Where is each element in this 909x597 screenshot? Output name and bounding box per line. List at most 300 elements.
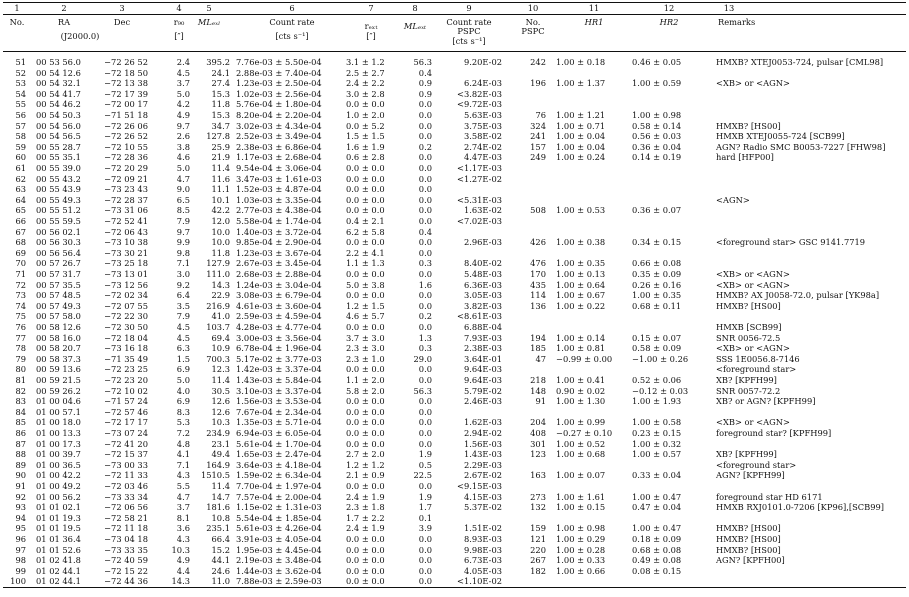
cell-dec: −72 28 37 bbox=[104, 194, 148, 205]
cell-mlexl: 12.6 bbox=[211, 396, 230, 407]
top-rule bbox=[3, 2, 906, 3]
bottom-rule bbox=[3, 587, 906, 588]
cell-rext: 0.6 ± 2.8 bbox=[346, 152, 385, 163]
cell-remarks: SNR 0056-72.5 bbox=[716, 332, 781, 343]
cell-pspc-no: 408 bbox=[530, 428, 546, 438]
table-row bbox=[0, 513, 909, 523]
cell-count: 3.91e-03 ± 4.05e-04 bbox=[236, 534, 322, 544]
table-row bbox=[0, 428, 909, 438]
cell-mlexl: 49.4 bbox=[211, 449, 230, 460]
cell-pspc-no: 170 bbox=[530, 269, 546, 279]
cell-no: 61 bbox=[15, 163, 26, 173]
cell-hr1: 1.00 ± 1.21 bbox=[556, 110, 606, 120]
cell-ra: 00 57 58.0 bbox=[36, 311, 81, 322]
cell-mlext: 22.5 bbox=[413, 470, 432, 481]
cell-hr2: 0.23 ± 0.15 bbox=[632, 428, 682, 438]
cell-remarks: HMXB RXJ0101.0-7206 [KP96],[SCB99] bbox=[716, 502, 885, 513]
cell-r90: 4.8 bbox=[176, 438, 190, 449]
cell-pspc: 3.05E-03 bbox=[463, 290, 502, 301]
table-row bbox=[0, 142, 909, 152]
cell-ra: 01 01 36.4 bbox=[36, 534, 81, 544]
cell-pspc: 2.94E-02 bbox=[463, 428, 502, 438]
cell-no: 87 bbox=[15, 438, 26, 449]
cell-pspc: <1.17E-03 bbox=[457, 163, 502, 173]
colnum-1: 1 bbox=[14, 3, 20, 13]
cell-no: 78 bbox=[15, 343, 26, 354]
cell-rext: 0.0 ± 0.0 bbox=[346, 184, 385, 195]
cell-no: 67 bbox=[15, 226, 26, 237]
cell-remarks: HMXB XTEJ0055-724 [SCB99] bbox=[716, 131, 845, 142]
cell-hr2: 0.15 ± 0.07 bbox=[632, 332, 682, 343]
cell-mlexl: 30.5 bbox=[211, 385, 230, 396]
cell-hr1: 1.00 ± 0.64 bbox=[556, 279, 606, 290]
cell-remarks: HMXB? [HS00] bbox=[716, 120, 781, 131]
table-row bbox=[0, 375, 909, 385]
cell-rext: 5.0 ± 3.8 bbox=[346, 279, 385, 290]
cell-ra: 01 01 19.3 bbox=[36, 512, 81, 523]
cell-pspc: 5.79E-02 bbox=[463, 385, 502, 396]
cell-count: 2.52e-03 ± 3.49e-04 bbox=[236, 131, 322, 142]
cell-no: 92 bbox=[15, 491, 26, 502]
cell-no: 75 bbox=[15, 311, 26, 322]
cell-mlexl: 12.3 bbox=[211, 364, 230, 375]
cell-dec: −72 18 50 bbox=[104, 67, 148, 78]
cell-count: 1.35e-03 ± 5.71e-04 bbox=[236, 417, 322, 428]
cell-rext: 0.0 ± 0.0 bbox=[346, 417, 385, 428]
cell-pspc: 2.67E-02 bbox=[463, 470, 502, 481]
cell-rext: 0.0 ± 0.0 bbox=[346, 194, 385, 205]
cell-r90: 4.9 bbox=[176, 555, 190, 566]
cell-ra: 00 57 35.5 bbox=[36, 279, 81, 290]
cell-r90: 7.2 bbox=[176, 428, 190, 438]
cell-ra: 00 55 35.1 bbox=[36, 152, 81, 163]
cell-ra: 01 00 36.5 bbox=[36, 459, 81, 470]
cell-dec: −73 10 38 bbox=[104, 237, 148, 248]
cell-remarks: <XB> or <AGN> bbox=[716, 78, 790, 89]
cell-no: 95 bbox=[15, 523, 26, 534]
cell-count: 6.78e-04 ± 1.96e-04 bbox=[236, 343, 322, 354]
cell-dec: −72 09 21 bbox=[104, 173, 148, 184]
cell-rext: 0.0 ± 0.0 bbox=[346, 555, 385, 566]
cell-rext: 0.0 ± 0.0 bbox=[346, 173, 385, 184]
cell-mlexl: 10.0 bbox=[211, 237, 230, 248]
table-row bbox=[0, 322, 909, 332]
cell-remarks: XB? [KPFH99] bbox=[716, 449, 777, 460]
cell-count: 5.61e-04 ± 1.70e-04 bbox=[236, 438, 322, 449]
cell-mlexl: 42.2 bbox=[211, 205, 230, 216]
cell-mlext: 0.0 bbox=[418, 173, 432, 184]
cell-count: 2.38e-03 ± 6.86e-04 bbox=[236, 141, 322, 152]
cell-remarks: <foreground star> bbox=[716, 459, 797, 470]
cell-mlext: 0.0 bbox=[418, 375, 432, 385]
cell-count: 1.03e-03 ± 3.35e-04 bbox=[236, 194, 322, 205]
cell-ra: 00 55 43.2 bbox=[36, 173, 81, 184]
cell-hr1: 1.00 ± 0.13 bbox=[556, 269, 606, 279]
cell-remarks: <foreground star> GSC 9141.7719 bbox=[716, 237, 866, 248]
cell-dec: −72 03 46 bbox=[104, 481, 148, 491]
cell-count: 1.95e-03 ± 4.45e-04 bbox=[236, 544, 322, 555]
cell-pspc: 5.63E-03 bbox=[463, 110, 502, 120]
cell-pspc-no: 476 bbox=[530, 258, 546, 269]
cell-count: 1.02e-03 ± 2.56e-04 bbox=[236, 88, 322, 99]
cell-ra: 00 56 56.4 bbox=[36, 247, 81, 258]
cell-pspc: 9.64E-03 bbox=[463, 364, 502, 375]
cell-mlexl: 15.3 bbox=[211, 110, 230, 120]
cell-mlexl: 234.9 bbox=[206, 428, 230, 438]
cell-pspc-no: 435 bbox=[530, 279, 546, 290]
header-count-unit: [cts s⁻¹] bbox=[275, 31, 309, 41]
table-row bbox=[0, 460, 909, 470]
colnum-9: 9 bbox=[466, 3, 472, 13]
colnum-10: 10 bbox=[527, 3, 539, 13]
table-row bbox=[0, 174, 909, 184]
cell-pspc: <1.10E-02 bbox=[457, 576, 502, 587]
cell-pspc-no: 185 bbox=[530, 343, 546, 354]
table-row bbox=[0, 545, 909, 555]
cell-ra: 00 57 26.7 bbox=[36, 258, 81, 269]
cell-dec: −71 35 49 bbox=[104, 353, 148, 364]
colnum-12: 12 bbox=[663, 3, 675, 13]
cell-pspc-no: 324 bbox=[530, 120, 546, 131]
cell-mlext: 0.3 bbox=[418, 343, 432, 354]
cell-mlexl: 24.1 bbox=[211, 67, 230, 78]
cell-count: 9.85e-04 ± 2.90e-04 bbox=[236, 237, 322, 248]
header-mlexl: MLₑₓₗ bbox=[197, 17, 221, 27]
cell-ra: 00 58 16.0 bbox=[36, 332, 81, 343]
cell-dec: −72 11 33 bbox=[104, 470, 148, 481]
cell-hr1: 1.00 ± 1.61 bbox=[556, 491, 606, 502]
cell-rext: 2.1 ± 0.9 bbox=[346, 470, 385, 481]
cell-pspc: 9.20E-02 bbox=[463, 57, 502, 67]
cell-count: 1.23e-03 ± 3.67e-04 bbox=[236, 247, 322, 258]
cell-hr1: 1.00 ± 0.04 bbox=[556, 141, 606, 152]
cell-no: 66 bbox=[15, 216, 26, 226]
cell-pspc: 4.05E-03 bbox=[463, 565, 502, 576]
cell-ra: 01 00 13.3 bbox=[36, 428, 81, 438]
cell-pspc: <7.02E-03 bbox=[457, 216, 502, 226]
cell-ra: 00 59 21.5 bbox=[36, 375, 81, 385]
cell-rext: 2.2 ± 4.1 bbox=[346, 247, 385, 258]
cell-no: 60 bbox=[15, 152, 26, 163]
cell-dec: −72 30 50 bbox=[104, 322, 148, 332]
cell-hr2: 0.08 ± 0.15 bbox=[632, 565, 682, 576]
cell-mlexl: 235.1 bbox=[206, 523, 230, 534]
cell-no: 55 bbox=[15, 99, 26, 110]
cell-count: 7.76e-03 ± 5.50e-04 bbox=[236, 57, 322, 67]
cell-pspc: 5.48E-03 bbox=[463, 269, 502, 279]
cell-mlexl: 10.1 bbox=[211, 194, 230, 205]
cell-rext: 0.0 ± 0.0 bbox=[346, 576, 385, 587]
cell-pspc: 1.62E-03 bbox=[463, 417, 502, 428]
cell-pspc: 2.46E-03 bbox=[463, 396, 502, 407]
cell-pspc-no: 220 bbox=[530, 544, 546, 555]
cell-count: 3.47e-03 ± 1.61e-03 bbox=[236, 173, 322, 184]
cell-hr1: 1.00 ± 0.68 bbox=[556, 449, 606, 460]
cell-count: 8.20e-04 ± 2.20e-04 bbox=[236, 110, 322, 120]
cell-no: 79 bbox=[15, 353, 26, 364]
cell-hr1: 0.90 ± 0.02 bbox=[556, 385, 606, 396]
cell-no: 81 bbox=[15, 375, 26, 385]
table-row bbox=[0, 280, 909, 290]
cell-no: 91 bbox=[15, 481, 26, 491]
cell-ra: 00 58 12.6 bbox=[36, 322, 81, 332]
cell-mlext: 0.0 bbox=[418, 163, 432, 173]
cell-hr2: 1.00 ± 0.47 bbox=[632, 491, 682, 502]
cell-no: 64 bbox=[15, 194, 26, 205]
cell-no: 88 bbox=[15, 449, 26, 460]
header-hr1: HR1 bbox=[584, 17, 604, 27]
cell-remarks: HMXB? [HS00] bbox=[716, 523, 781, 534]
cell-r90: 7.1 bbox=[176, 459, 190, 470]
cell-no: 69 bbox=[15, 247, 26, 258]
cell-count: 6.94e-03 ± 6.05e-04 bbox=[236, 428, 322, 438]
header-count-rate-pspc: Count rate bbox=[446, 17, 492, 27]
header-pspc-label: PSPC bbox=[457, 26, 481, 36]
cell-rext: 0.0 ± 0.0 bbox=[346, 565, 385, 576]
cell-pspc: 4.15E-03 bbox=[463, 491, 502, 502]
cell-dec: −72 26 52 bbox=[104, 131, 148, 142]
cell-pspc-no: 508 bbox=[530, 205, 546, 216]
cell-remarks: HMXB? [HS00] bbox=[716, 544, 781, 555]
cell-rext: 1.2 ± 1.5 bbox=[346, 300, 385, 311]
cell-r90: 4.2 bbox=[176, 99, 190, 110]
cell-hr2: 1.00 ± 1.93 bbox=[632, 396, 682, 407]
cell-remarks: SNR 0057-72.2 bbox=[716, 385, 781, 396]
cell-mlext: 0.0 bbox=[418, 99, 432, 110]
cell-pspc: 6.24E-03 bbox=[463, 78, 502, 89]
cell-hr1: 1.00 ± 0.14 bbox=[556, 332, 606, 343]
colnum-8: 8 bbox=[412, 3, 418, 13]
cell-hr1: 1.00 ± 0.52 bbox=[556, 438, 606, 449]
cell-r90: 4.9 bbox=[176, 110, 190, 120]
cell-hr2: −0.12 ± 0.03 bbox=[632, 385, 689, 396]
cell-dec: −72 20 29 bbox=[104, 163, 148, 173]
cell-mlexl: 10.9 bbox=[211, 343, 230, 354]
colnum-13: 13 bbox=[723, 3, 735, 13]
cell-pspc: 6.73E-03 bbox=[463, 555, 502, 566]
header-rext-unit: [″] bbox=[366, 31, 376, 41]
cell-no: 93 bbox=[15, 502, 26, 513]
cell-hr1: 1.00 ± 0.53 bbox=[556, 205, 606, 216]
header-pspc-no-label: PSPC bbox=[521, 26, 545, 36]
cell-mlexl: 44.1 bbox=[211, 555, 230, 566]
cell-remarks: foreground star HD 6171 bbox=[716, 491, 823, 502]
cell-hr2: 0.36 ± 0.07 bbox=[632, 205, 682, 216]
cell-no: 97 bbox=[15, 544, 26, 555]
cell-pspc: <9.72E-03 bbox=[457, 99, 502, 110]
cell-dec: −72 23 25 bbox=[104, 364, 148, 375]
cell-pspc: 7.93E-03 bbox=[463, 332, 502, 343]
cell-hr2: 0.18 ± 0.09 bbox=[632, 534, 682, 544]
cell-hr2: 0.35 ± 0.09 bbox=[632, 269, 682, 279]
cell-mlext: 0.0 bbox=[418, 194, 432, 205]
cell-pspc: 1.56E-03 bbox=[463, 438, 502, 449]
cell-no: 59 bbox=[15, 141, 26, 152]
cell-ra: 00 58 37.3 bbox=[36, 353, 81, 364]
cell-no: 53 bbox=[15, 78, 26, 89]
cell-mlexl: 103.7 bbox=[206, 322, 230, 332]
cell-mlext: 0.0 bbox=[418, 322, 432, 332]
cell-dec: −73 04 18 bbox=[104, 534, 148, 544]
cell-ra: 00 53 56.0 bbox=[36, 57, 81, 67]
cell-mlexl: 10.8 bbox=[211, 512, 230, 523]
cell-dec: −72 17 17 bbox=[104, 417, 148, 428]
cell-r90: 5.5 bbox=[176, 481, 190, 491]
cell-mlext: 0.0 bbox=[418, 364, 432, 375]
table-row bbox=[0, 439, 909, 449]
cell-mlexl: 11.4 bbox=[211, 163, 230, 173]
cell-remarks: <XB> or <AGN> bbox=[716, 269, 790, 279]
cell-r90: 9.7 bbox=[176, 120, 190, 131]
cell-pspc: <1.27E-02 bbox=[457, 173, 502, 184]
cell-mlexl: 41.0 bbox=[211, 311, 230, 322]
colnum-2: 2 bbox=[61, 3, 67, 13]
cell-ra: 00 55 39.0 bbox=[36, 163, 81, 173]
cell-r90: 5.0 bbox=[176, 163, 190, 173]
cell-mlext: 0.0 bbox=[418, 110, 432, 120]
cell-rext: 2.3 ± 1.0 bbox=[346, 353, 385, 364]
cell-pspc-no: 47 bbox=[535, 353, 546, 364]
cell-no: 89 bbox=[15, 459, 26, 470]
cell-count: 9.54e-04 ± 3.06e-04 bbox=[236, 163, 322, 173]
cell-ra: 00 54 41.7 bbox=[36, 88, 81, 99]
cell-mlexl: 14.3 bbox=[211, 279, 230, 290]
cell-hr2: 0.56 ± 0.03 bbox=[632, 131, 682, 142]
cell-pspc-no: 242 bbox=[530, 57, 546, 67]
table-row bbox=[0, 227, 909, 237]
cell-ra: 00 56 30.3 bbox=[36, 237, 81, 248]
cell-pspc: 2.96E-03 bbox=[463, 237, 502, 248]
cell-hr2: 1.00 ± 0.58 bbox=[632, 417, 682, 428]
table-row bbox=[0, 576, 909, 586]
cell-mlexl: 66.4 bbox=[211, 534, 230, 544]
colnum-5: 5 bbox=[206, 3, 212, 13]
cell-rext: 2.4 ± 1.9 bbox=[346, 491, 385, 502]
cell-no: 51 bbox=[15, 57, 26, 67]
cell-pspc: 3.58E-02 bbox=[463, 131, 502, 142]
table-row bbox=[0, 343, 909, 353]
cell-mlext: 0.0 bbox=[418, 428, 432, 438]
table-row bbox=[0, 290, 909, 300]
cell-hr1: 1.00 ± 0.18 bbox=[556, 57, 606, 67]
cell-pspc: 9.64E-03 bbox=[463, 375, 502, 385]
cell-hr1: 1.00 ± 0.98 bbox=[556, 523, 606, 534]
cell-ra: 00 57 48.5 bbox=[36, 290, 81, 301]
cell-r90: 4.7 bbox=[176, 491, 190, 502]
cell-r90: 6.5 bbox=[176, 194, 190, 205]
header-count-rate: Count rate bbox=[269, 17, 315, 27]
cell-dec: −72 26 52 bbox=[104, 57, 148, 67]
cell-r90: 3.7 bbox=[176, 78, 190, 89]
cell-mlexl: 34.7 bbox=[211, 120, 230, 131]
cell-mlext: 0.0 bbox=[418, 396, 432, 407]
cell-dec: −73 13 01 bbox=[104, 269, 148, 279]
cell-ra: 00 55 43.9 bbox=[36, 184, 81, 195]
cell-dec: −72 58 21 bbox=[104, 512, 148, 523]
cell-hr2: 0.58 ± 0.09 bbox=[632, 343, 682, 354]
cell-rext: 3.7 ± 3.0 bbox=[346, 332, 385, 343]
cell-mlext: 1.9 bbox=[418, 449, 432, 460]
cell-pspc: 1.43E-03 bbox=[463, 449, 502, 460]
cell-mlext: 0.0 bbox=[418, 438, 432, 449]
cell-mlexl: 11.8 bbox=[211, 247, 230, 258]
cell-pspc-no: 159 bbox=[530, 523, 546, 534]
table-row bbox=[0, 99, 909, 109]
cell-pspc: 8.40E-02 bbox=[463, 258, 502, 269]
table-row bbox=[0, 110, 909, 120]
cell-no: 80 bbox=[15, 364, 26, 375]
cell-count: 5.76e-04 ± 1.80e-04 bbox=[236, 99, 322, 110]
cell-mlext: 3.9 bbox=[418, 523, 432, 534]
cell-rext: 0.0 ± 0.0 bbox=[346, 406, 385, 417]
cell-dec: −72 06 43 bbox=[104, 226, 148, 237]
cell-remarks: AGN? [KPFH00] bbox=[716, 555, 785, 566]
table-row bbox=[0, 534, 909, 544]
cell-mlext: 0.1 bbox=[418, 512, 432, 523]
cell-mlexl: 111.0 bbox=[206, 269, 230, 279]
cell-r90: 2.4 bbox=[176, 57, 190, 67]
cell-no: 84 bbox=[15, 406, 26, 417]
cell-no: 70 bbox=[15, 258, 26, 269]
cell-hr1: 1.00 ± 0.66 bbox=[556, 565, 606, 576]
cell-pspc: <8.61E-03 bbox=[457, 311, 502, 322]
cell-pspc: 5.37E-02 bbox=[463, 502, 502, 513]
cell-dec: −73 16 18 bbox=[104, 343, 148, 354]
header-no: No. bbox=[9, 17, 25, 27]
cell-hr1: 1.00 ± 0.04 bbox=[556, 131, 606, 142]
cell-remarks: hard [HFP00] bbox=[716, 152, 774, 163]
cell-r90: 8.5 bbox=[176, 205, 190, 216]
cell-r90: 6.9 bbox=[176, 364, 190, 375]
cell-ra: 01 00 49.2 bbox=[36, 481, 81, 491]
cell-hr1: 1.00 ± 0.22 bbox=[556, 300, 606, 311]
table-row bbox=[0, 205, 909, 215]
cell-pspc-no: 273 bbox=[530, 491, 546, 502]
cell-remarks: HMXB? XTEJ0053-724, pulsar [CML98] bbox=[716, 57, 884, 67]
cell-r90: 4.5 bbox=[176, 332, 190, 343]
cell-pspc-no: 194 bbox=[530, 332, 546, 343]
cell-ra: 00 58 20.7 bbox=[36, 343, 81, 354]
cell-count: 1.15e-02 ± 1.31e-03 bbox=[236, 502, 322, 513]
table-row bbox=[0, 417, 909, 427]
cell-remarks: AGN? Radio SMC B0053-7227 [FHW98] bbox=[716, 141, 886, 152]
cell-mlexl: 11.4 bbox=[211, 375, 230, 385]
cell-mlexl: 27.4 bbox=[211, 78, 230, 89]
cell-remarks: <XB> or <AGN> bbox=[716, 417, 790, 428]
table-row bbox=[0, 248, 909, 258]
cell-dec: −72 22 30 bbox=[104, 311, 148, 322]
cell-rext: 0.0 ± 0.0 bbox=[346, 428, 385, 438]
cell-hr2: 0.34 ± 0.15 bbox=[632, 237, 682, 248]
cell-dec: −73 33 34 bbox=[104, 491, 148, 502]
cell-ra: 00 55 49.3 bbox=[36, 194, 81, 205]
cell-mlexl: 69.4 bbox=[211, 332, 230, 343]
cell-r90: 3.5 bbox=[176, 300, 190, 311]
cell-dec: −72 11 18 bbox=[104, 523, 148, 534]
table-row bbox=[0, 555, 909, 565]
cell-mlext: 56.3 bbox=[413, 57, 432, 67]
cell-hr2: 0.68 ± 0.11 bbox=[632, 300, 682, 311]
cell-r90: 8.3 bbox=[176, 406, 190, 417]
table-row bbox=[0, 216, 909, 226]
table-row bbox=[0, 481, 909, 491]
cell-hr2: 0.52 ± 0.06 bbox=[632, 375, 682, 385]
cell-ra: 00 54 32.1 bbox=[36, 78, 81, 89]
cell-hr2: 1.00 ± 0.35 bbox=[632, 290, 682, 301]
cell-ra: 01 00 42.2 bbox=[36, 470, 81, 481]
cell-rext: 3.1 ± 1.2 bbox=[346, 57, 385, 67]
cell-mlexl: 216.9 bbox=[206, 300, 230, 311]
